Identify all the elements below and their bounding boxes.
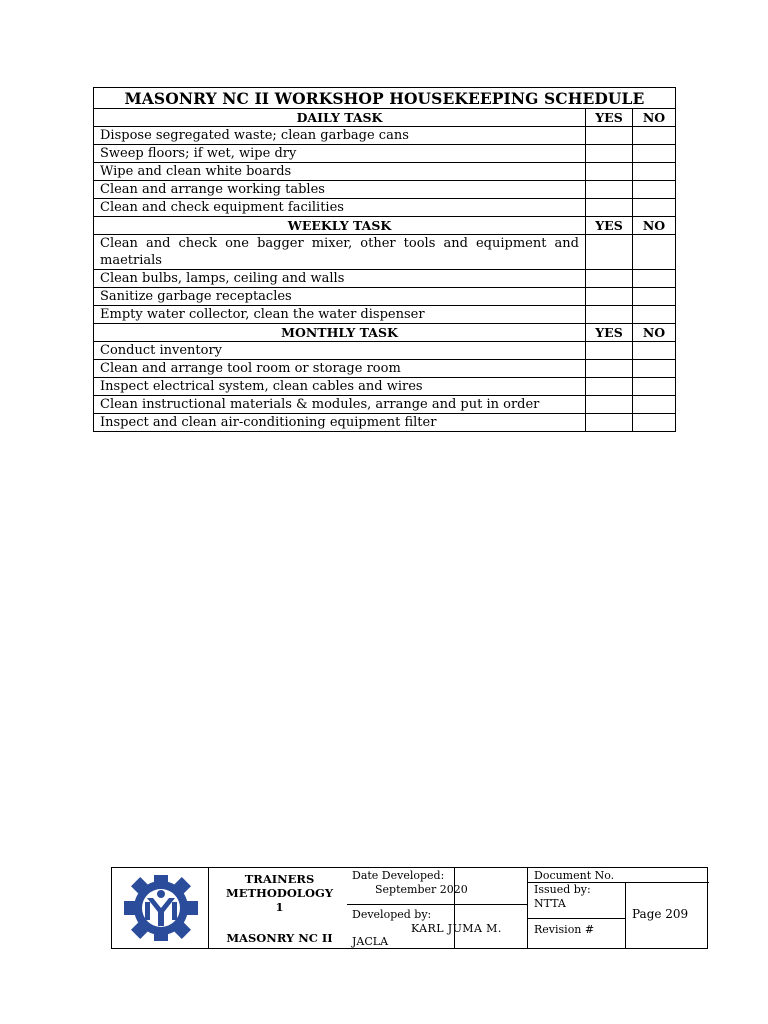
task-cell: Empty water collector, clean the water dispenser bbox=[94, 306, 586, 324]
table-row bbox=[94, 199, 676, 217]
table-row bbox=[94, 145, 676, 163]
task-cell: Sanitize garbage receptacles bbox=[94, 288, 586, 306]
table-row bbox=[94, 360, 676, 378]
no-checkbox-cell[interactable] bbox=[633, 288, 676, 306]
developed-by-label: Developed by: bbox=[352, 908, 432, 921]
task-cell: Clean and check one bagger mixer, other tools and equipment and maetrials bbox=[94, 235, 586, 270]
revision-label: Revision # bbox=[534, 923, 595, 936]
yes-checkbox-cell[interactable] bbox=[586, 270, 633, 288]
task-cell: Clean and check equipment facilities bbox=[94, 199, 586, 217]
issued-by-label: Issued by: bbox=[534, 883, 591, 896]
schedule-title: MASONRY NC II WORKSHOP HOUSEKEEPING SCHEDULE bbox=[94, 88, 676, 109]
yes-checkbox-cell[interactable] bbox=[586, 414, 633, 432]
task-cell: Conduct inventory bbox=[94, 342, 586, 360]
divider bbox=[625, 882, 626, 948]
table-row bbox=[94, 378, 676, 396]
no-checkbox-cell[interactable] bbox=[633, 306, 676, 324]
date-developed-value: September 2020 bbox=[375, 883, 468, 896]
task-cell: Inspect and clean air-conditioning equipment filter bbox=[94, 414, 586, 432]
document-footer bbox=[111, 867, 708, 949]
no-column-header: NO bbox=[633, 217, 676, 235]
yes-column-header: YES bbox=[586, 324, 633, 342]
no-checkbox-cell[interactable] bbox=[633, 127, 676, 145]
development-info-cell bbox=[347, 868, 528, 948]
yes-checkbox-cell[interactable] bbox=[586, 235, 633, 270]
task-cell: Wipe and clean white boards bbox=[94, 163, 586, 181]
page-number: Page 209 bbox=[632, 907, 689, 921]
housekeeping-schedule-table bbox=[93, 87, 676, 432]
task-cell: Clean bulbs, lamps, ceiling and walls bbox=[94, 270, 586, 288]
table-row bbox=[94, 342, 676, 360]
tesda-gear-logo-icon bbox=[123, 874, 199, 942]
no-checkbox-cell[interactable] bbox=[633, 360, 676, 378]
yes-checkbox-cell[interactable] bbox=[586, 342, 633, 360]
task-cell: Clean and arrange working tables bbox=[94, 181, 586, 199]
section-header-daily bbox=[94, 109, 676, 127]
task-cell: Inspect electrical system, clean cables and wires bbox=[94, 378, 586, 396]
no-checkbox-cell[interactable] bbox=[633, 342, 676, 360]
yes-checkbox-cell[interactable] bbox=[586, 127, 633, 145]
yes-checkbox-cell[interactable] bbox=[586, 396, 633, 414]
no-checkbox-cell[interactable] bbox=[633, 199, 676, 217]
qualification-line-1: TRAINERS bbox=[244, 872, 315, 886]
monthly-task-heading: MONTHLY TASK bbox=[94, 324, 586, 342]
divider bbox=[528, 918, 625, 919]
no-checkbox-cell[interactable] bbox=[633, 145, 676, 163]
issued-by-value: NTTA bbox=[534, 897, 566, 910]
date-developed-label: Date Developed: bbox=[352, 869, 445, 882]
section-header-monthly bbox=[94, 324, 676, 342]
no-checkbox-cell[interactable] bbox=[633, 396, 676, 414]
no-checkbox-cell[interactable] bbox=[633, 235, 676, 270]
divider bbox=[347, 904, 528, 905]
daily-task-heading: DAILY TASK bbox=[94, 109, 586, 127]
no-checkbox-cell[interactable] bbox=[633, 163, 676, 181]
yes-column-header: YES bbox=[586, 217, 633, 235]
developed-by-value-continued: JACLA bbox=[352, 935, 389, 948]
table-row bbox=[94, 235, 676, 270]
table-row bbox=[94, 163, 676, 181]
document-info-cell bbox=[528, 868, 709, 948]
qualification-line-2: METHODOLOGY bbox=[225, 886, 334, 900]
no-checkbox-cell[interactable] bbox=[633, 414, 676, 432]
table-row bbox=[94, 181, 676, 199]
task-cell: Clean instructional materials & modules, arrange and put in order bbox=[94, 396, 586, 414]
yes-checkbox-cell[interactable] bbox=[586, 360, 633, 378]
logo-cell bbox=[112, 868, 209, 948]
table-row bbox=[94, 127, 676, 145]
table-row bbox=[94, 396, 676, 414]
qualification-line-3: 1 bbox=[275, 900, 284, 914]
table-row bbox=[94, 288, 676, 306]
task-cell: Sweep floors; if wet, wipe dry bbox=[94, 145, 586, 163]
table-row bbox=[94, 414, 676, 432]
no-column-header: NO bbox=[633, 109, 676, 127]
yes-checkbox-cell[interactable] bbox=[586, 306, 633, 324]
yes-checkbox-cell[interactable] bbox=[586, 145, 633, 163]
qualification-line-4: MASONRY NC II bbox=[226, 931, 333, 945]
yes-checkbox-cell[interactable] bbox=[586, 199, 633, 217]
yes-checkbox-cell[interactable] bbox=[586, 163, 633, 181]
table-row bbox=[94, 270, 676, 288]
title-row bbox=[94, 88, 676, 109]
no-checkbox-cell[interactable] bbox=[633, 378, 676, 396]
yes-checkbox-cell[interactable] bbox=[586, 378, 633, 396]
task-cell: Dispose segregated waste; clean garbage cans bbox=[94, 127, 586, 145]
yes-column-header: YES bbox=[586, 109, 633, 127]
yes-checkbox-cell[interactable] bbox=[586, 181, 633, 199]
task-cell: Clean and arrange tool room or storage room bbox=[94, 360, 586, 378]
developed-by-value: KARL JUMA M. bbox=[411, 922, 502, 935]
no-checkbox-cell[interactable] bbox=[633, 270, 676, 288]
weekly-task-heading: WEEKLY TASK bbox=[94, 217, 586, 235]
yes-checkbox-cell[interactable] bbox=[586, 288, 633, 306]
section-header-weekly bbox=[94, 217, 676, 235]
document-no-label: Document No. bbox=[534, 869, 615, 882]
no-column-header: NO bbox=[633, 324, 676, 342]
table-row bbox=[94, 306, 676, 324]
no-checkbox-cell[interactable] bbox=[633, 181, 676, 199]
